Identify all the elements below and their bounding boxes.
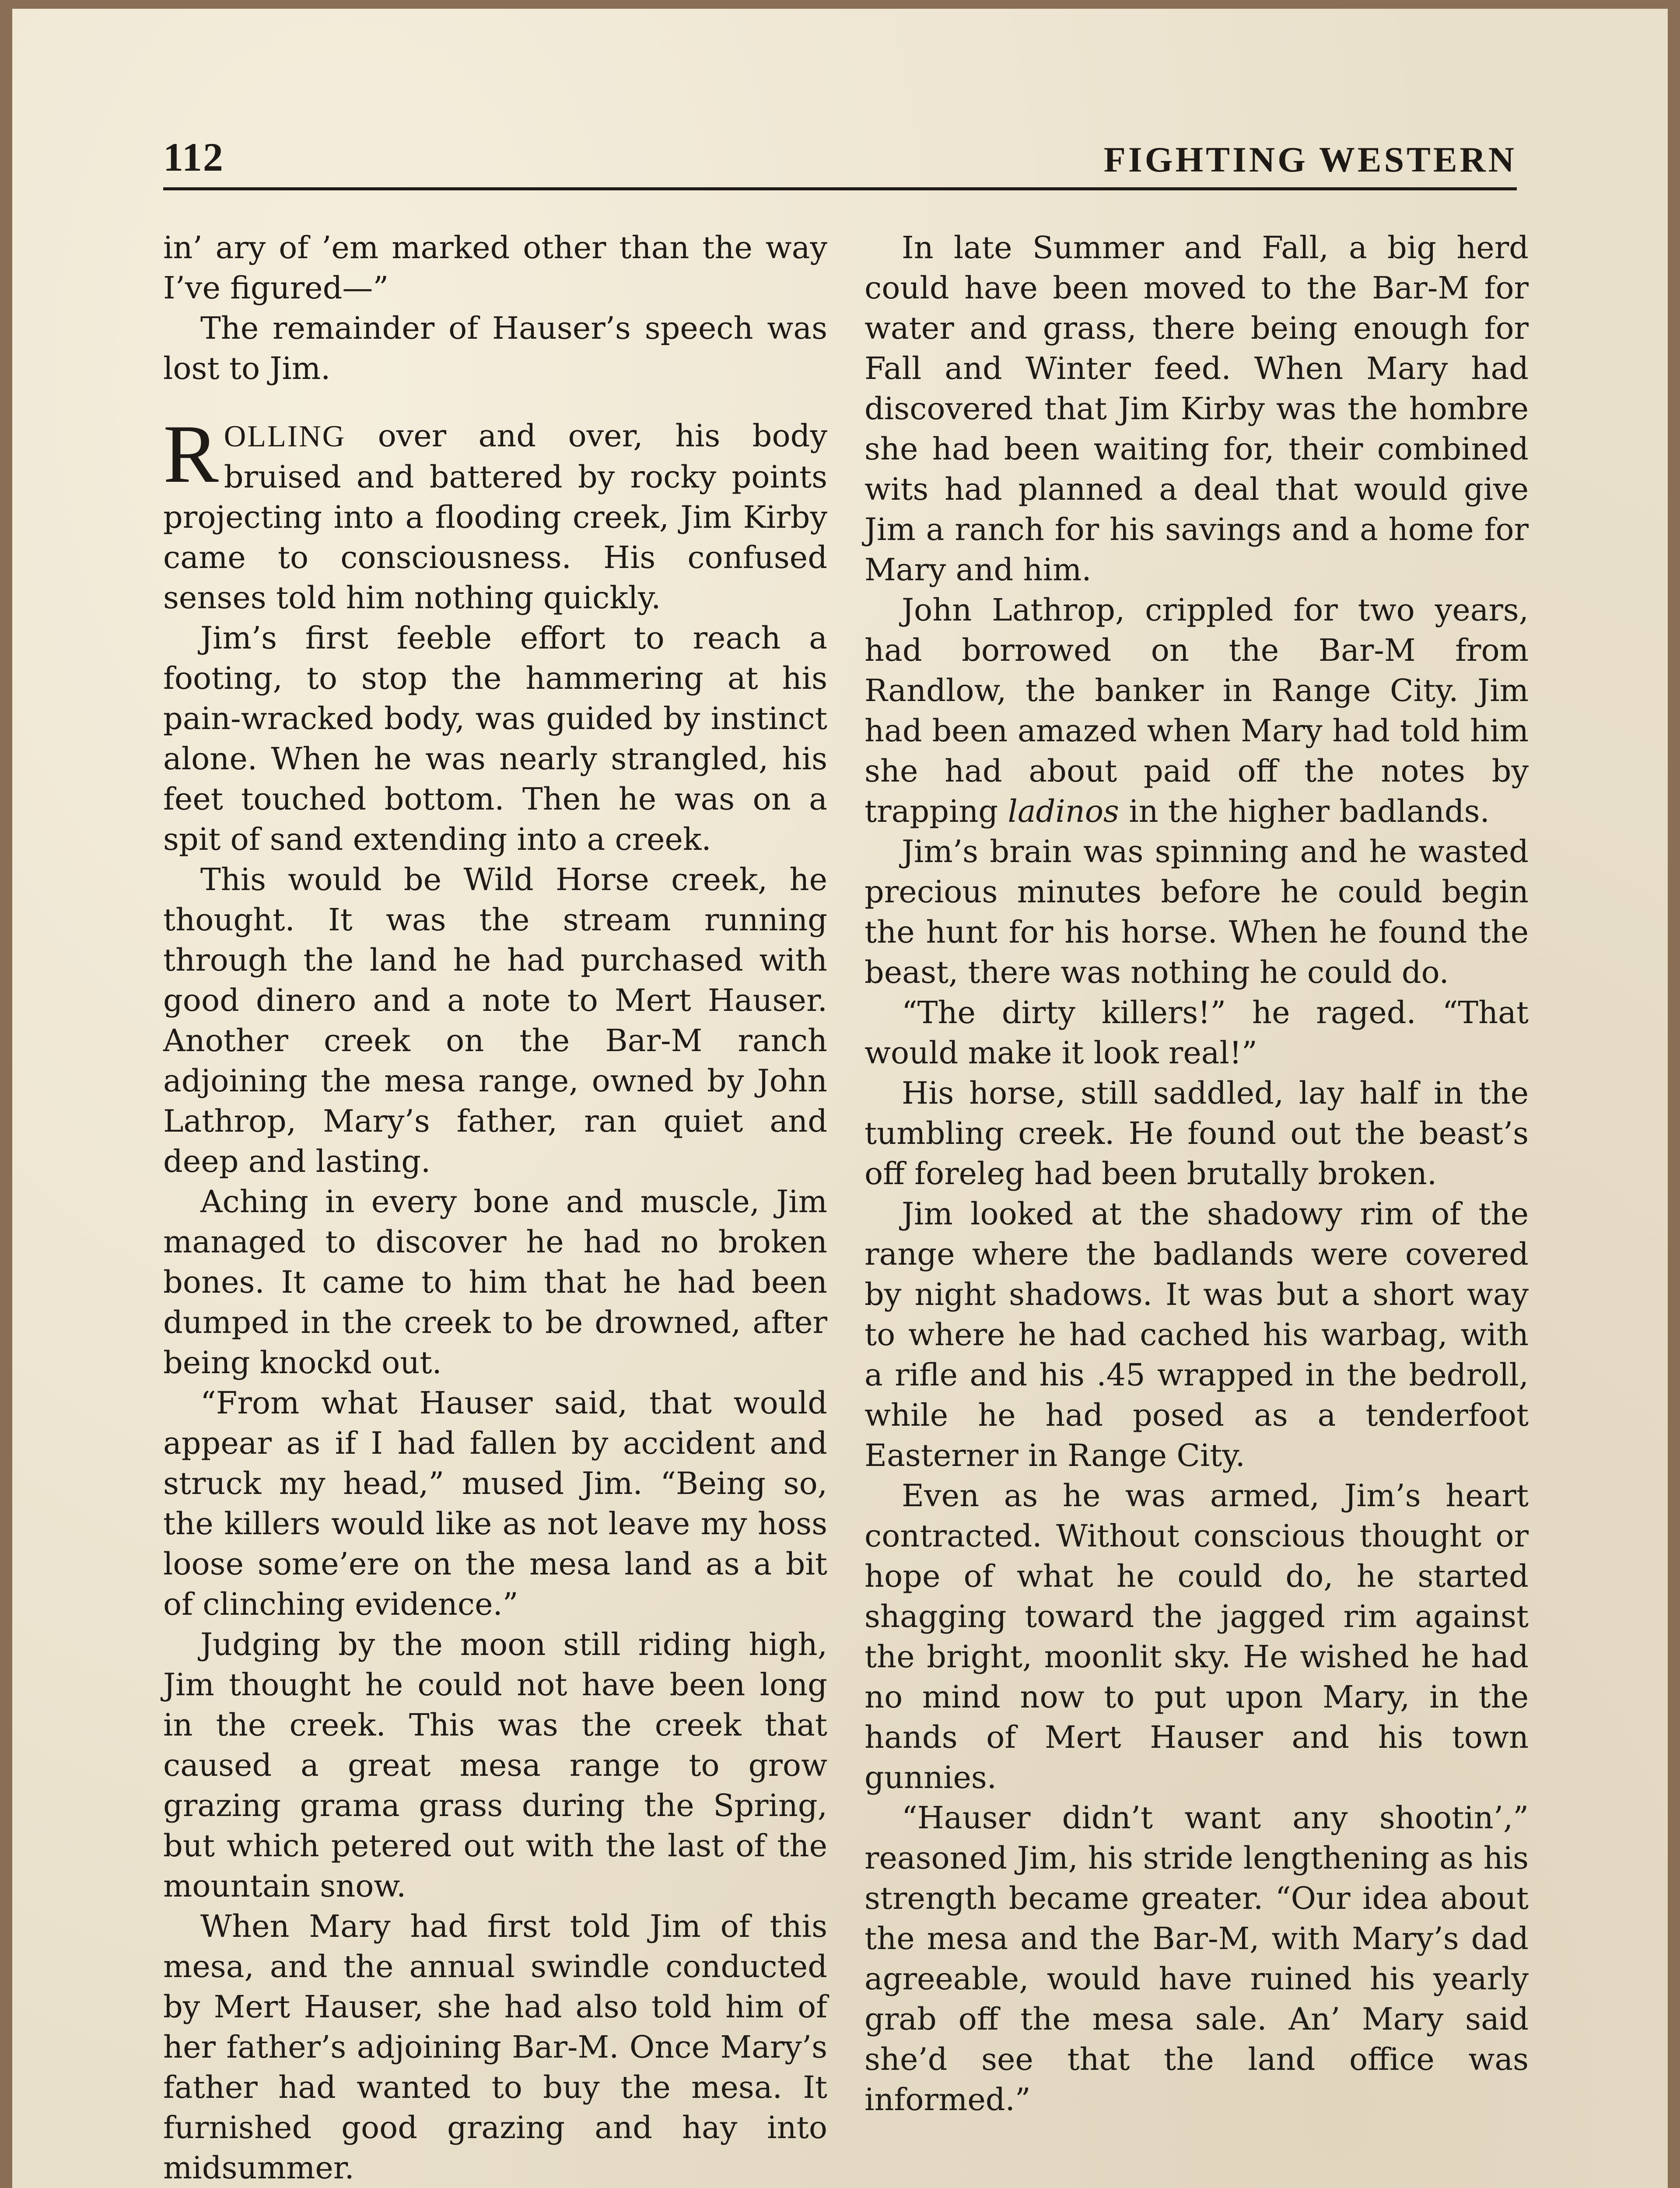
paragraph-text: in the higher badlands.: [1119, 793, 1490, 829]
page-number: 112: [163, 135, 224, 179]
paragraph: When Mary had first told Jim of this mesa, and the annual swindle conducted by Mert Hauser, she had also told him of her father’s adjoining Bar-M. Once Mary’s father had wanted to buy the mesa. It furnished good grazing and hay into midsummer.: [163, 1908, 827, 2186]
right-column: [864, 228, 1529, 2120]
section-opening-paragraph: [163, 408, 827, 618]
paragraph: This would be Wild Horse creek, he thought. It was the stream running through the land he had purchased with good dinero and a note to Mert Hauser. Another creek on the Bar-M ranch adjoining the mesa range, owned by John Lathrop, Mary’s father, ran quiet and deep and lasting.: [163, 862, 827, 1179]
drop-cap: R: [163, 408, 219, 500]
paragraph: In late Summer and Fall, a big herd could have been moved to the Bar-M for water and grass, there being enough for Fall and Winter feed. When Mary had discovered that Jim Kirby was the hombre she had been waiting for, their combined wits had planned a deal that would give Jim a ranch for his savings and a home for Mary and him.: [864, 230, 1529, 588]
paragraph: The remainder of Hauser’s speech was lost to Jim.: [163, 310, 827, 386]
italic-word: ladinos: [1008, 793, 1119, 829]
header-rule: [163, 187, 1517, 190]
paragraph: “The dirty killers!” he raged. “That would make it look real!”: [864, 995, 1529, 1071]
paragraph: Jim looked at the shadowy rim of the range where the badlands were covered by night shadows. It was but a short way to where he had cached his warbag, with a rifle and his .45 wrapped in the bedroll, while he had posed as a tenderfoot Easterner in Range City.: [864, 1196, 1529, 1473]
paragraph-text: John Lathrop, crippled for two years, had borrowed on the Bar-M from Randlow, the banker in Range City. Jim had been amazed when Mary had told him she had about paid off the notes by trapping: [864, 592, 1529, 829]
paragraph: Even as he was armed, Jim’s heart contracted. Without conscious thought or hope of what he could do, he started shagging toward the jagged rim against the bright, moonlit sky. He wished he had no mind now to put upon Mary, in the hands of Mert Hauser and his town gunnies.: [864, 1478, 1529, 1795]
paragraph: His horse, still saddled, lay half in the tumbling creek. He found out the beast’s off foreleg had been brutally broken.: [864, 1075, 1529, 1192]
paragraph: in’ ary of ’em marked other than the way I’ve figured—”: [163, 230, 827, 306]
paragraph: “Hauser didn’t want any shootin’,” reasoned Jim, his stride lengthening as his strength became greater. “Our idea about the mesa and the Bar-M, with Mary’s dad agreeable, would have ruined his yearly grab off the mesa sale. An’ Mary said she’d see that the land office was informed.”: [864, 1800, 1529, 2118]
paragraph: Aching in every bone and muscle, Jim managed to discover he had no broken bones. It came to him that he had been dumped in the creek to be drowned, after being knockd out.: [163, 1184, 827, 1381]
magazine-page: [12, 9, 1668, 2188]
paragraph: [864, 590, 1529, 831]
paragraph: Jim’s first feeble effort to reach a footing, to stop the hammering at his pain-wracked body, was guided by instinct alone. When he was nearly strangled, his feet touched bottom. Then he was on a spit of sand extending into a creek.: [163, 620, 827, 857]
paragraph-text: over and over, his body bruised and battered by rocky points projecting into a flooding creek, Jim Kirby came to consciousness. His confused senses told him nothing quickly.: [163, 418, 827, 616]
paragraph: Judging by the moon still riding high, Jim thought he could not have been long in the creek. This was the creek that caused a great mesa range to grow grazing grama grass during the Spring, but which petered out with the last of the mountain snow.: [163, 1627, 827, 1904]
paragraph: “From what Hauser said, that would appear as if I had fallen by accident and struck my head,” mused Jim. “Being so, the killers would like as not leave my hoss loose some’ere on the mesa land as a bit of clinching evidence.”: [163, 1385, 827, 1622]
page-header: [163, 136, 1517, 188]
running-title: FIGHTING WESTERN: [1103, 140, 1517, 179]
left-column: [163, 228, 827, 2188]
small-caps-lead: OLLING: [224, 420, 346, 453]
paragraph: Jim’s brain was spinning and he wasted precious minutes before he could begin the hunt for his horse. When he found the beast, there was nothing he could do.: [864, 834, 1529, 990]
